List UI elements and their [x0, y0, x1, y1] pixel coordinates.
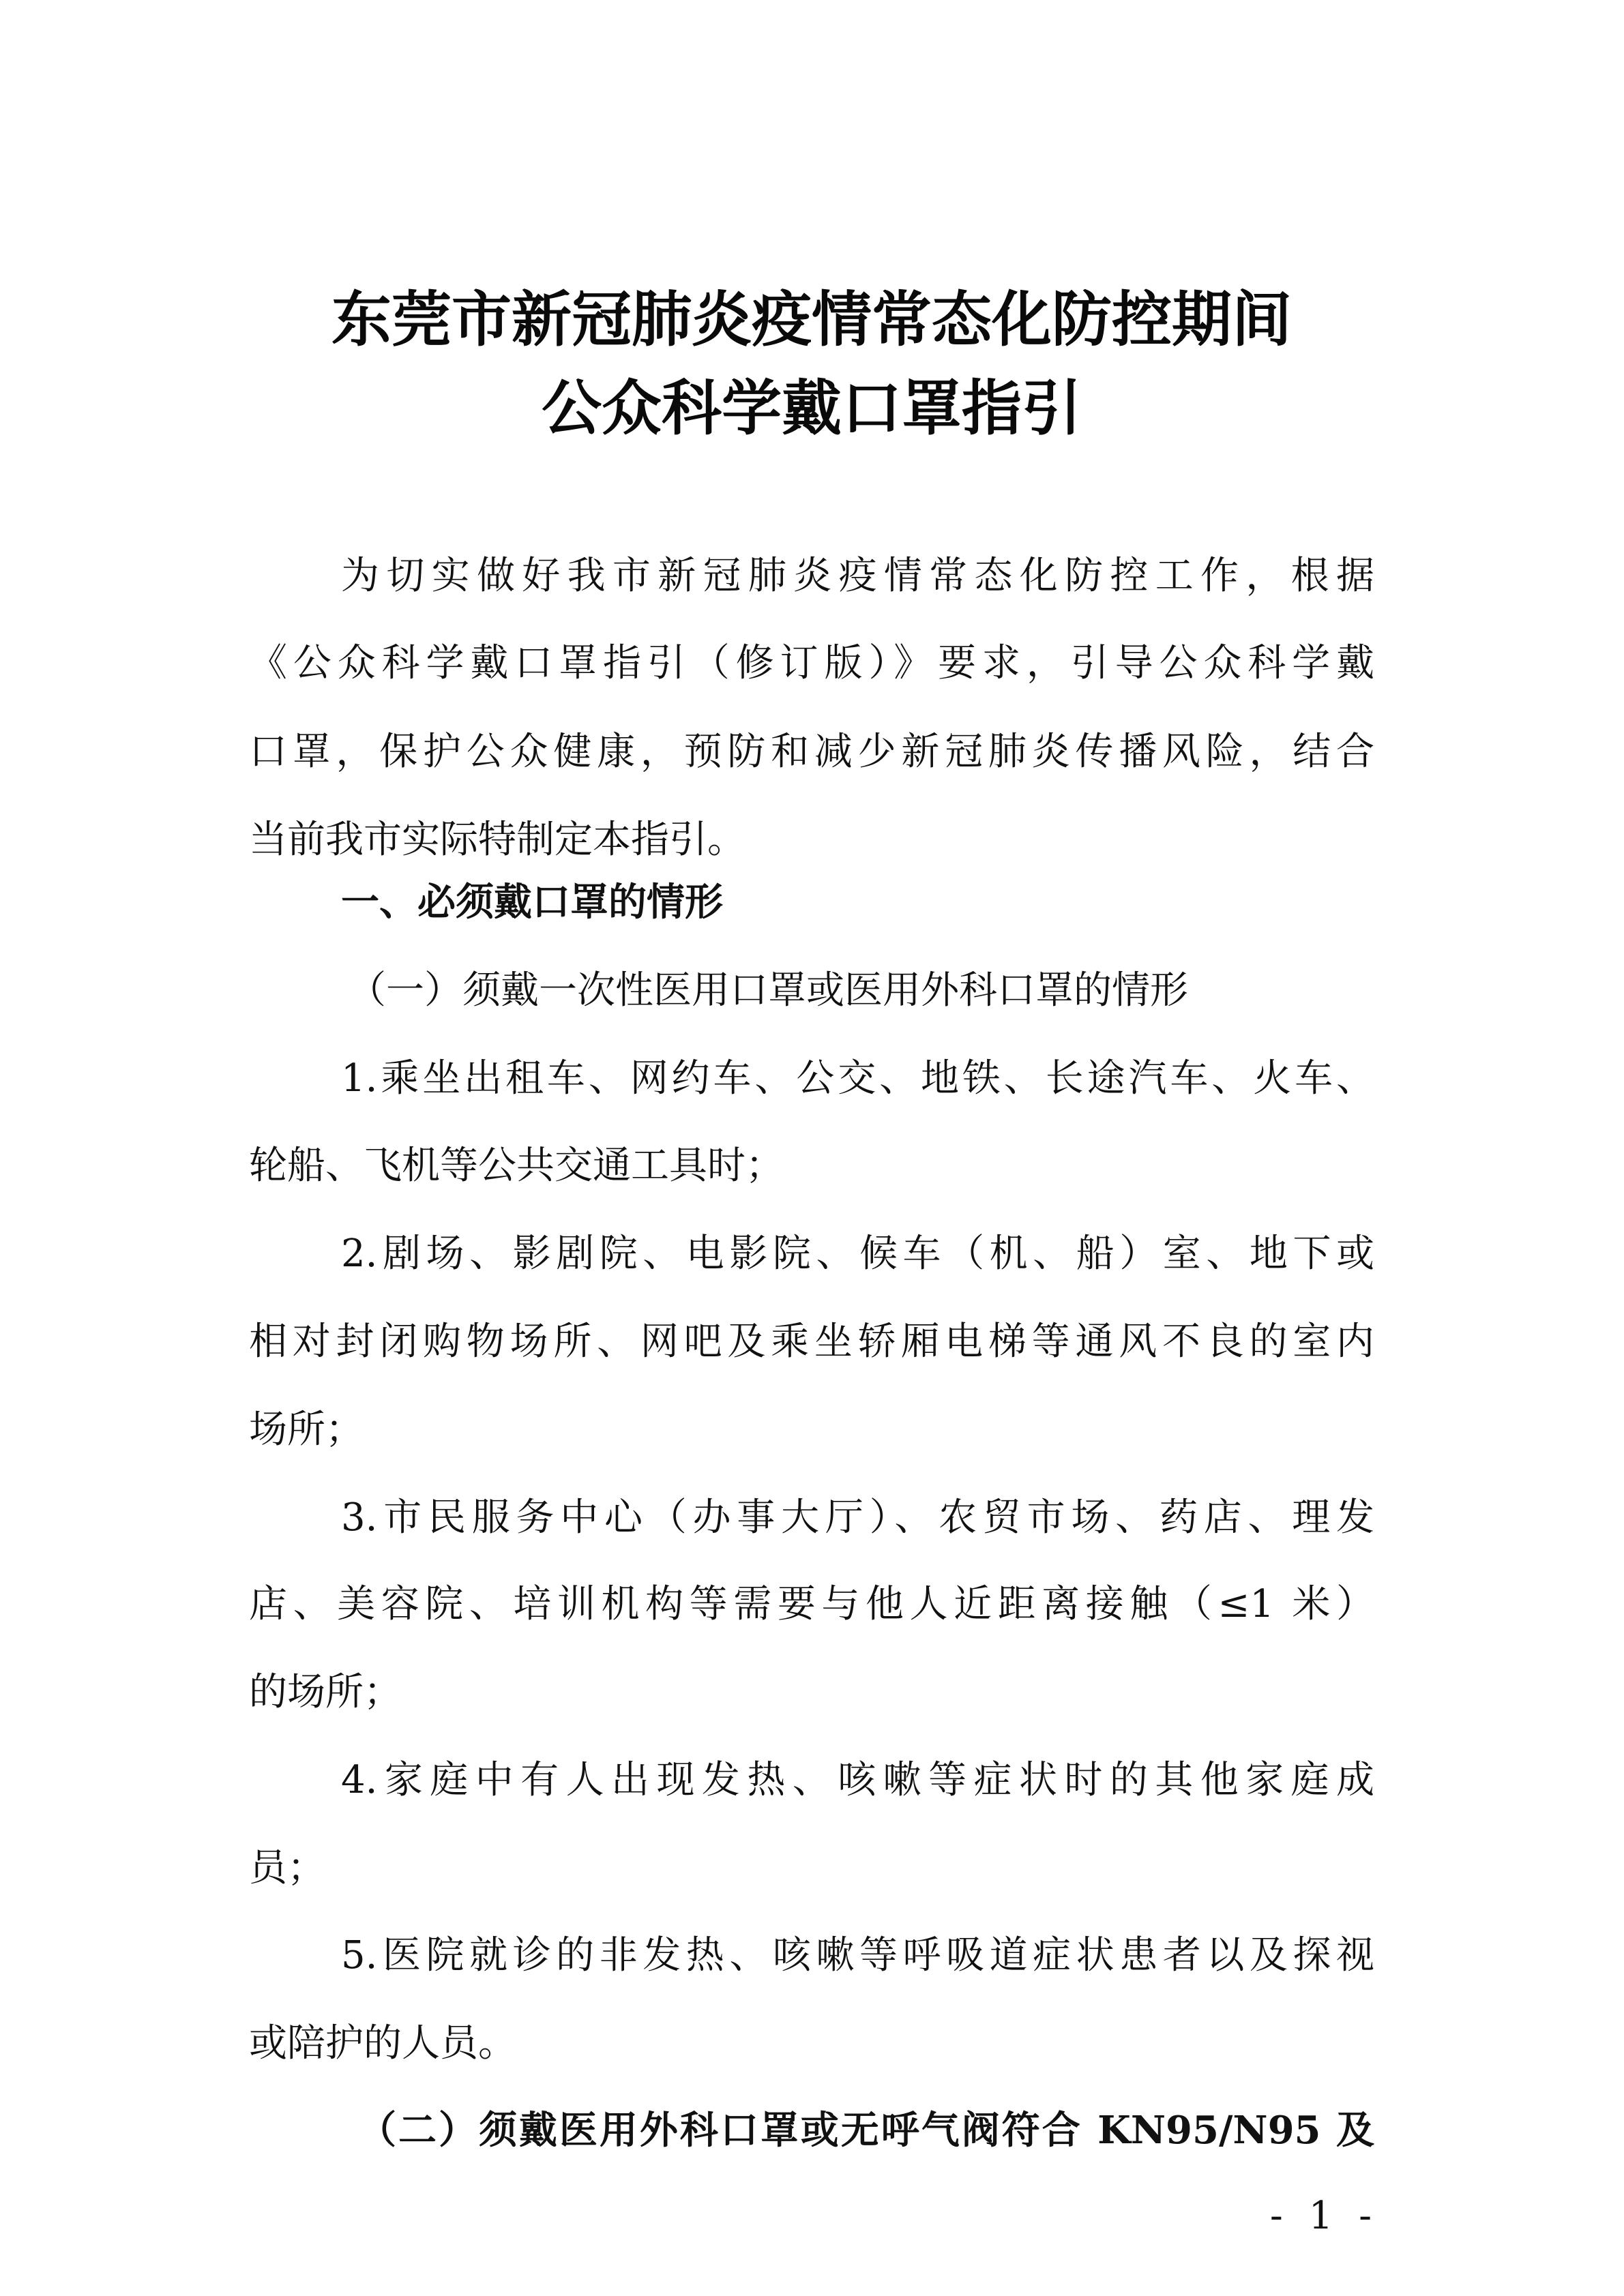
subsection-1-heading: （一）须戴一次性医用口罩或医用外科口罩的情形	[348, 968, 1188, 1013]
page-number: - 1 -	[1269, 2194, 1378, 2238]
intro-line-1: 为切实做好我市新冠肺炎疫情常态化防控工作，根据	[341, 554, 1374, 598]
item-4-line-1: 4.家庭中有人出现发热、咳嗽等症状时的其他家庭成	[341, 1758, 1374, 1802]
item-1-line-2: 轮船、飞机等公共交通工具时；	[249, 1144, 784, 1188]
item-2-line-1: 2.剧场、影剧院、电影院、候车（机、船）室、地下或	[341, 1232, 1374, 1276]
item-2-line-2: 相对封闭购物场所、网吧及乘坐轿厢电梯等通风不良的室内	[249, 1320, 1374, 1364]
intro-line-2: 《公众科学戴口罩指引（修订版）》要求，引导公众科学戴	[249, 641, 1374, 685]
intro-line-3: 口罩，保护公众健康，预防和减少新冠肺炎传播风险，结合	[249, 730, 1374, 774]
item-1-line-1: 1.乘坐出租车、网约车、公交、地铁、长途汽车、火车、	[341, 1056, 1374, 1101]
item-3-line-3: 的场所；	[249, 1670, 402, 1714]
intro-line-4: 当前我市实际特制定本指引。	[249, 818, 745, 862]
document-title-line-1: 东莞市新冠肺炎疫情常态化防控期间	[331, 284, 1292, 355]
section-1-heading: 一、必须戴口罩的情形	[341, 880, 723, 925]
subsection-2-heading: （二）须戴医用外科口罩或无呼气阀符合 KN95/N95 及	[358, 2108, 1374, 2153]
item-3-line-1: 3.市民服务中心（办事大厅）、农贸市场、药店、理发	[341, 1495, 1374, 1540]
item-2-line-3: 场所；	[249, 1407, 364, 1452]
document-title-line-2: 公众科学戴口罩指引	[541, 372, 1082, 443]
item-5-line-2: 或陪护的人员。	[249, 2021, 516, 2066]
item-3-line-2: 店、美容院、培训机构等需要与他人近距离接触（≤1 米）	[249, 1582, 1374, 1626]
item-4-line-2: 员；	[249, 1846, 325, 1890]
item-5-line-1: 5.医院就诊的非发热、咳嗽等呼吸道症状患者以及探视	[341, 1933, 1374, 1978]
